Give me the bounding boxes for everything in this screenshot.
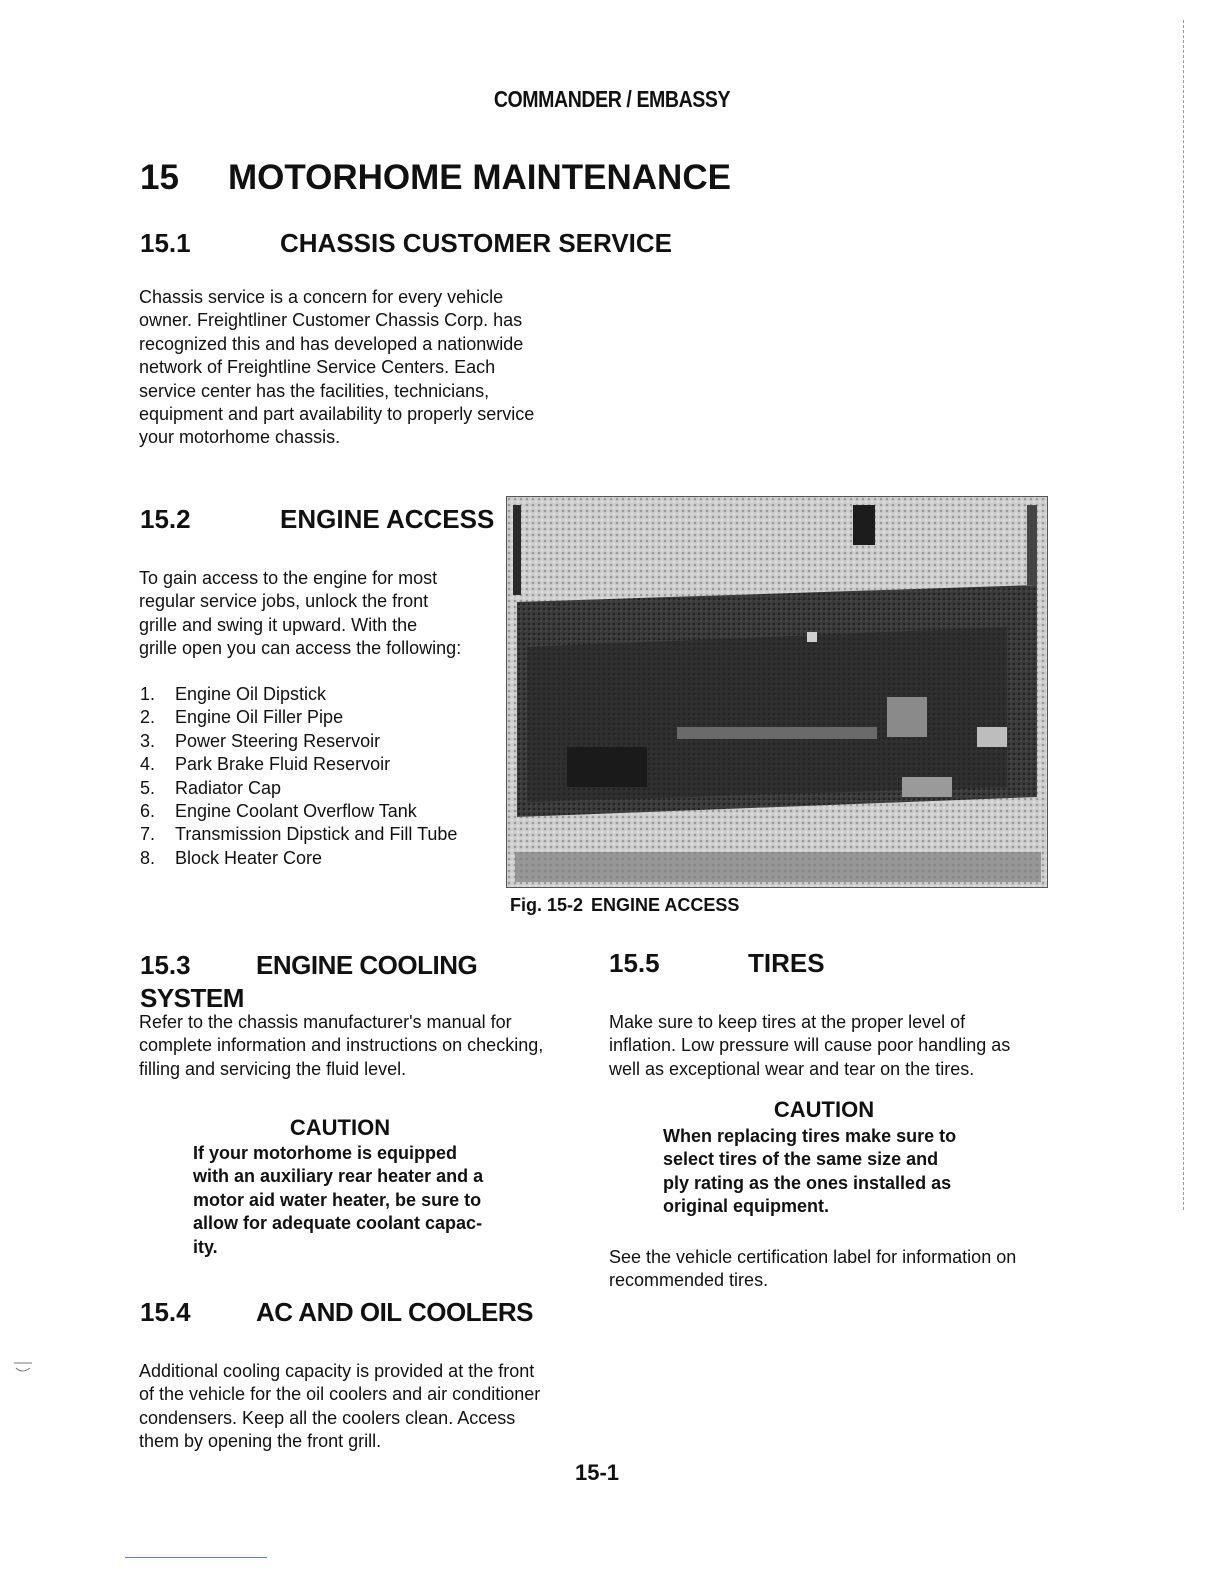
caution-body-coolant	[193, 1142, 483, 1259]
list-item	[140, 753, 457, 776]
text-line: with an auxiliary rear heater and a	[193, 1166, 484, 1187]
list-item	[140, 777, 457, 800]
text-line: inflation. Low pressure will cause poor handling as	[609, 1035, 1011, 1056]
text-line: grille and swing it upward. With the	[139, 614, 418, 635]
section-15-4-number: 15.4	[140, 1297, 191, 1327]
list-item	[140, 706, 457, 729]
figure-caption-text: ENGINE ACCESS	[591, 895, 740, 915]
list-number: 7.	[140, 824, 156, 845]
text-line: ply rating as the ones installed as	[663, 1172, 952, 1193]
text-line: motor aid water heater, be sure to	[193, 1189, 482, 1210]
text-line: See the vehicle certification label for information on	[609, 1247, 1017, 1267]
text-line: complete information and instructions on checking,	[139, 1035, 544, 1056]
page-number: 15-1	[575, 1460, 620, 1485]
text-line: network of Freightline Service Centers. Each	[139, 357, 496, 378]
section-15-2-title: ENGINE ACCESS	[280, 504, 495, 534]
text-line: recognized this and has developed a nationwide	[139, 333, 524, 354]
list-number: 3.	[140, 730, 156, 751]
running-header: COMMANDER / EMBASSY	[493, 86, 731, 112]
text-line: If your motorhome is equipped	[193, 1143, 458, 1163]
caution-body-tires	[663, 1125, 956, 1219]
text-line: select tires of the same size and	[663, 1149, 939, 1170]
list-number: 6.	[140, 801, 156, 822]
section-15-5-note	[609, 1246, 1016, 1293]
list-text: Engine Oil Filler Pipe	[175, 707, 344, 728]
figure-label: Fig. 15-2	[510, 895, 584, 915]
section-15-5-number: 15.5	[609, 948, 660, 978]
list-item	[140, 847, 457, 870]
text-line: Refer to the chassis manufacturer's manual for	[139, 1012, 512, 1032]
text-line: Chassis service is a concern for every vehicle	[139, 287, 504, 307]
caution-heading-coolant: CAUTION	[289, 1115, 391, 1140]
section-15-5-title: TIRES	[748, 948, 825, 978]
text-line: them by opening the front grill.	[139, 1431, 382, 1452]
list-text: Park Brake Fluid Reservoir	[175, 754, 391, 775]
list-text: Block Heater Core	[175, 847, 323, 868]
caution-heading-tires: CAUTION	[773, 1097, 875, 1122]
section-15-1-title: CHASSIS CUSTOMER SERVICE	[280, 228, 673, 258]
list-number: 8.	[140, 847, 156, 868]
section-15-3-title-cont: SYSTEM	[140, 983, 244, 1013]
list-text: Engine Coolant Overflow Tank	[175, 801, 417, 822]
list-number: 4.	[140, 754, 156, 775]
scan-underline-mark	[125, 1557, 267, 1558]
section-15-3-title: ENGINE COOLING	[256, 950, 478, 980]
engine-access-list	[140, 683, 457, 870]
text-line: regular service jobs, unlock the front	[139, 591, 429, 612]
text-line: Make sure to keep tires at the proper level of	[609, 1012, 966, 1032]
section-15-3-number: 15.3	[140, 950, 191, 980]
scan-edge-line	[1183, 20, 1184, 1210]
section-15-3-body	[139, 1011, 543, 1081]
section-15-1-body	[139, 286, 534, 450]
list-text: Radiator Cap	[175, 777, 282, 798]
section-15-2-number: 15.2	[140, 504, 191, 534]
list-item	[140, 823, 457, 846]
list-text: Power Steering Reservoir	[175, 730, 381, 751]
text-line: of the vehicle for the oil coolers and air conditioner	[139, 1384, 541, 1405]
text-line: equipment and part availability to properly service	[139, 404, 535, 425]
list-number: 1.	[140, 684, 156, 704]
list-number: 5.	[140, 777, 156, 798]
text-line: recommended tires.	[609, 1270, 769, 1291]
list-text: Transmission Dipstick and Fill Tube	[175, 824, 458, 845]
section-15-4-title: AC AND OIL COOLERS	[256, 1297, 534, 1327]
text-line: original equipment.	[663, 1196, 830, 1217]
section-15-5-body	[609, 1011, 1010, 1081]
section-15-4-body	[139, 1360, 540, 1454]
text-line: grille open you can access the following:	[139, 638, 462, 659]
engine-access-photo	[506, 496, 1048, 888]
list-item	[140, 683, 457, 706]
section-15-1-number: 15.1	[140, 228, 191, 258]
text-line: service center has the facilities, technicians,	[139, 380, 490, 401]
text-line: filling and servicing the fluid level.	[139, 1058, 407, 1079]
chapter-number: 15	[140, 158, 179, 197]
section-15-2-body	[139, 567, 461, 661]
list-item	[140, 730, 457, 753]
text-line: well as exceptional wear and tear on the tires.	[609, 1058, 975, 1079]
scan-margin-mark	[12, 1360, 34, 1376]
figure-caption	[510, 895, 747, 916]
list-number: 2.	[140, 707, 156, 728]
text-line: Additional cooling capacity is provided at the front	[139, 1361, 535, 1381]
text-line: ity.	[193, 1236, 218, 1257]
text-line: To gain access to the engine for most	[139, 568, 438, 588]
text-line: your motorhome chassis.	[139, 427, 341, 448]
text-line: condensers. Keep all the coolers clean. Access	[139, 1407, 516, 1428]
text-line: When replacing tires make sure to	[663, 1126, 957, 1146]
list-item	[140, 800, 457, 823]
chapter-title: MOTORHOME MAINTENANCE	[228, 158, 731, 197]
text-line: allow for adequate coolant capac-	[193, 1213, 483, 1234]
text-line: owner. Freightliner Customer Chassis Corp. has	[139, 310, 523, 331]
list-text: Engine Oil Dipstick	[175, 684, 327, 704]
